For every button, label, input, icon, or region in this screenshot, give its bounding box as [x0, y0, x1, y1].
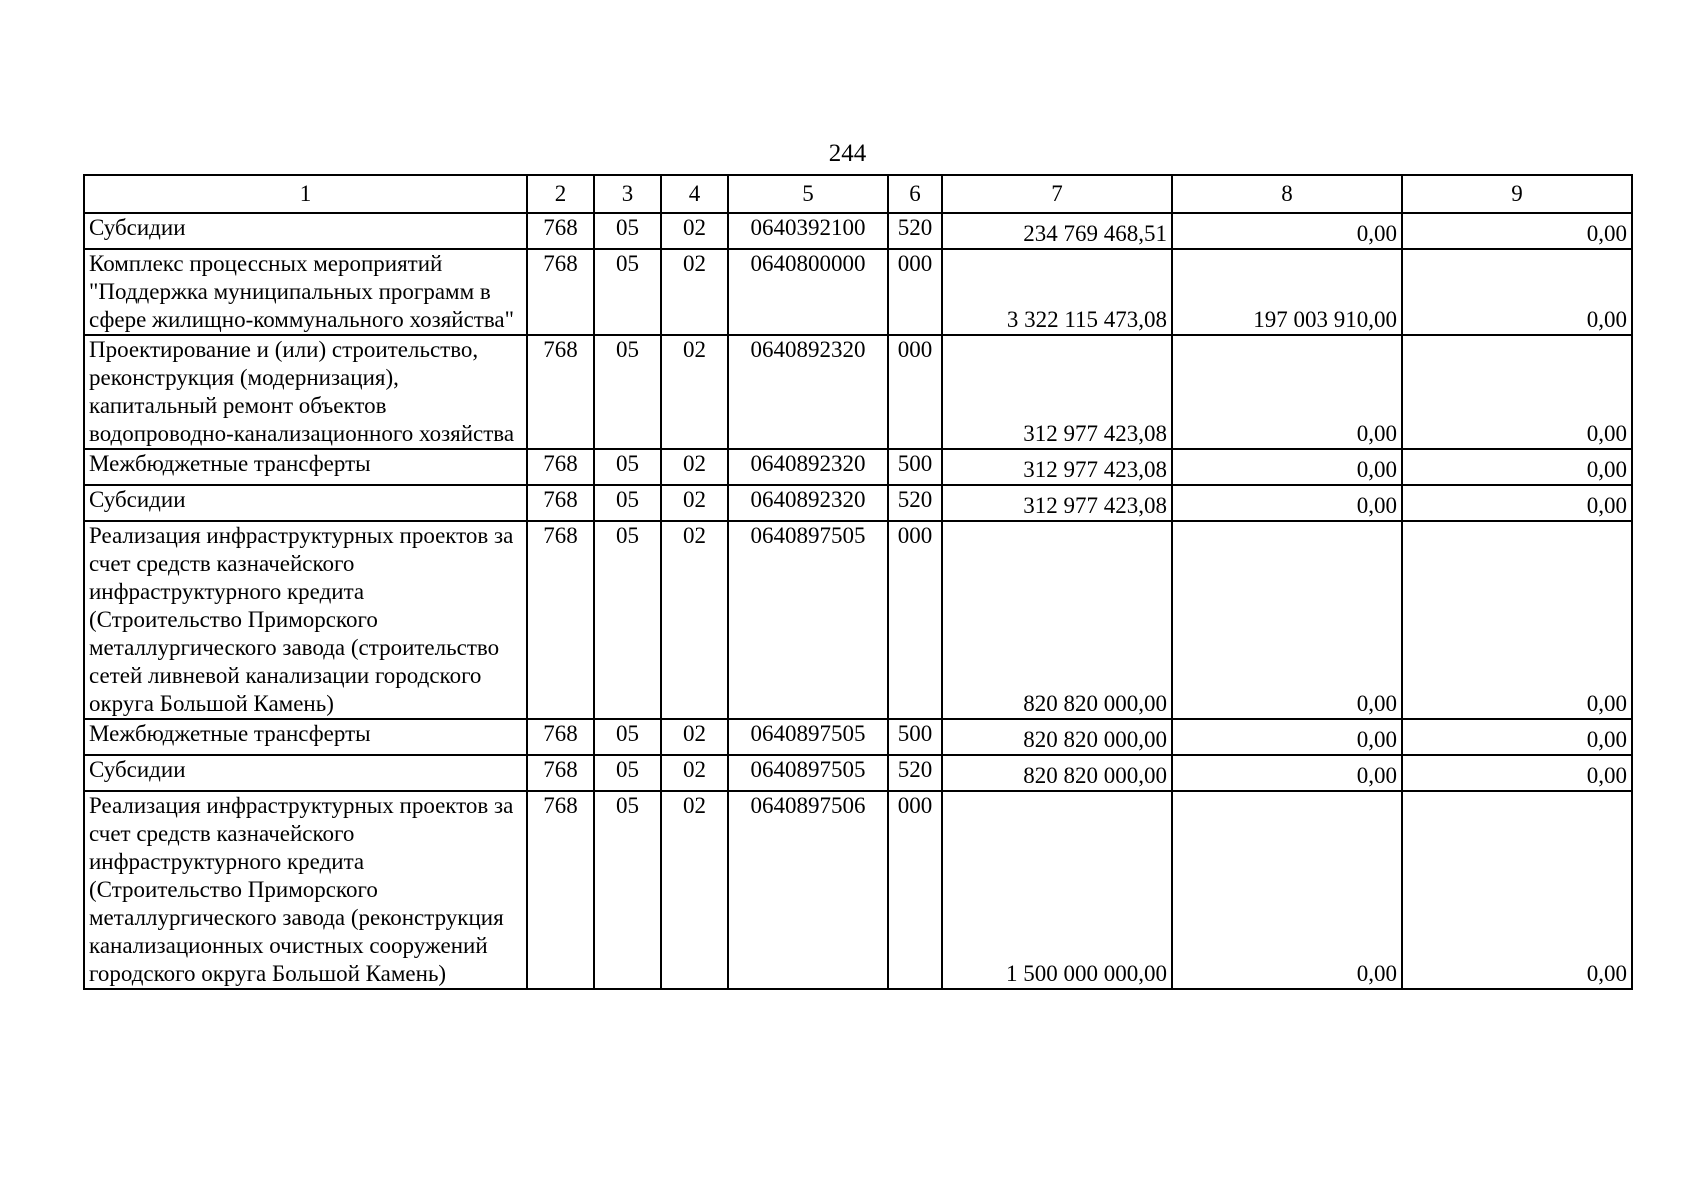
row-ministry-code: 768: [527, 485, 594, 521]
row-amount-col8: 0,00: [1172, 719, 1402, 755]
row-expense-type: 000: [888, 335, 942, 449]
row-expense-type: 000: [888, 521, 942, 719]
row-name: Субсидии: [84, 755, 527, 791]
row-amount-col8: 0,00: [1172, 791, 1402, 989]
column-header: 3: [594, 175, 661, 213]
budget-table: [83, 174, 1633, 990]
row-name: Межбюджетные трансферты: [84, 449, 527, 485]
row-subsection-code: 02: [661, 485, 728, 521]
row-name: Проектирование и (или) строительство, реконструкция (модернизация), капитальный ремонт объектов водопроводно-канализационного хозяйства: [84, 335, 527, 449]
row-name: Межбюджетные трансферты: [84, 719, 527, 755]
row-subsection-code: 02: [661, 249, 728, 335]
table-row: [84, 791, 1632, 989]
row-ministry-code: 768: [527, 521, 594, 719]
table-row: [84, 213, 1632, 249]
row-amount-col7: 312 977 423,08: [942, 449, 1172, 485]
column-header: 7: [942, 175, 1172, 213]
row-subsection-code: 02: [661, 449, 728, 485]
row-ministry-code: 768: [527, 335, 594, 449]
row-target-code: 0640897505: [728, 755, 888, 791]
row-amount-col7: 820 820 000,00: [942, 521, 1172, 719]
row-expense-type: 520: [888, 485, 942, 521]
row-subsection-code: 02: [661, 755, 728, 791]
column-header: 9: [1402, 175, 1632, 213]
row-amount-col8: 0,00: [1172, 485, 1402, 521]
column-header: 1: [84, 175, 527, 213]
table-row: [84, 521, 1632, 719]
row-section-code: 05: [594, 719, 661, 755]
row-subsection-code: 02: [661, 719, 728, 755]
header-row: [84, 175, 1632, 213]
row-amount-col9: 0,00: [1402, 485, 1632, 521]
row-expense-type: 520: [888, 755, 942, 791]
row-expense-type: 500: [888, 449, 942, 485]
row-amount-col9: 0,00: [1402, 791, 1632, 989]
row-amount-col7: 234 769 468,51: [942, 213, 1172, 249]
row-amount-col8: 0,00: [1172, 335, 1402, 449]
row-amount-col9: 0,00: [1402, 755, 1632, 791]
row-ministry-code: 768: [527, 449, 594, 485]
table-row: [84, 755, 1632, 791]
row-amount-col7: 820 820 000,00: [942, 755, 1172, 791]
row-amount-col7: 3 322 115 473,08: [942, 249, 1172, 335]
column-header: 2: [527, 175, 594, 213]
table-row: [84, 249, 1632, 335]
row-ministry-code: 768: [527, 755, 594, 791]
row-section-code: 05: [594, 521, 661, 719]
table-row: [84, 719, 1632, 755]
row-amount-col9: 0,00: [1402, 719, 1632, 755]
row-section-code: 05: [594, 755, 661, 791]
row-amount-col8: 0,00: [1172, 521, 1402, 719]
row-expense-type: 000: [888, 791, 942, 989]
row-subsection-code: 02: [661, 791, 728, 989]
row-amount-col8: 0,00: [1172, 755, 1402, 791]
row-target-code: 0640892320: [728, 449, 888, 485]
row-section-code: 05: [594, 213, 661, 249]
column-header: 6: [888, 175, 942, 213]
row-amount-col9: 0,00: [1402, 521, 1632, 719]
row-name: Субсидии: [84, 213, 527, 249]
row-name: Реализация инфраструктурных проектов за счет средств казначейского инфраструктурного кредита (Строительство Приморского металлургического завода (строительство сетей ливневой канализации городского округа Большой Камень): [84, 521, 527, 719]
row-amount-col9: 0,00: [1402, 335, 1632, 449]
table-row: [84, 335, 1632, 449]
row-expense-type: 500: [888, 719, 942, 755]
page-number: 244: [828, 140, 867, 167]
row-expense-type: 520: [888, 213, 942, 249]
column-header: 8: [1172, 175, 1402, 213]
row-target-code: 0640897506: [728, 791, 888, 989]
column-header: 4: [661, 175, 728, 213]
row-amount-col7: 1 500 000 000,00: [942, 791, 1172, 989]
row-target-code: 0640800000: [728, 249, 888, 335]
row-amount-col7: 312 977 423,08: [942, 335, 1172, 449]
row-section-code: 05: [594, 249, 661, 335]
table-row: [84, 485, 1632, 521]
row-name: Субсидии: [84, 485, 527, 521]
row-ministry-code: 768: [527, 249, 594, 335]
table-row: [84, 449, 1632, 485]
row-ministry-code: 768: [527, 719, 594, 755]
row-section-code: 05: [594, 791, 661, 989]
row-target-code: 0640892320: [728, 485, 888, 521]
row-ministry-code: 768: [527, 791, 594, 989]
row-amount-col8: 0,00: [1172, 213, 1402, 249]
column-header: 5: [728, 175, 888, 213]
row-subsection-code: 02: [661, 335, 728, 449]
row-subsection-code: 02: [661, 521, 728, 719]
row-amount-col8: 197 003 910,00: [1172, 249, 1402, 335]
row-target-code: 0640897505: [728, 521, 888, 719]
row-section-code: 05: [594, 335, 661, 449]
row-target-code: 0640892320: [728, 335, 888, 449]
row-name: Реализация инфраструктурных проектов за счет средств казначейского инфраструктурного кредита (Строительство Приморского металлургического завода (реконструкция канализационных очистных сооружений городского округа Большой Камень): [84, 791, 527, 989]
row-amount-col7: 820 820 000,00: [942, 719, 1172, 755]
row-name: Комплекс процессных мероприятий "Поддержка муниципальных программ в сфере жилищно-коммунального хозяйства": [84, 249, 527, 335]
row-target-code: 0640897505: [728, 719, 888, 755]
row-ministry-code: 768: [527, 213, 594, 249]
row-section-code: 05: [594, 485, 661, 521]
row-section-code: 05: [594, 449, 661, 485]
row-target-code: 0640392100: [728, 213, 888, 249]
row-amount-col8: 0,00: [1172, 449, 1402, 485]
row-subsection-code: 02: [661, 213, 728, 249]
row-amount-col9: 0,00: [1402, 213, 1632, 249]
row-amount-col9: 0,00: [1402, 449, 1632, 485]
row-amount-col9: 0,00: [1402, 249, 1632, 335]
row-expense-type: 000: [888, 249, 942, 335]
row-amount-col7: 312 977 423,08: [942, 485, 1172, 521]
